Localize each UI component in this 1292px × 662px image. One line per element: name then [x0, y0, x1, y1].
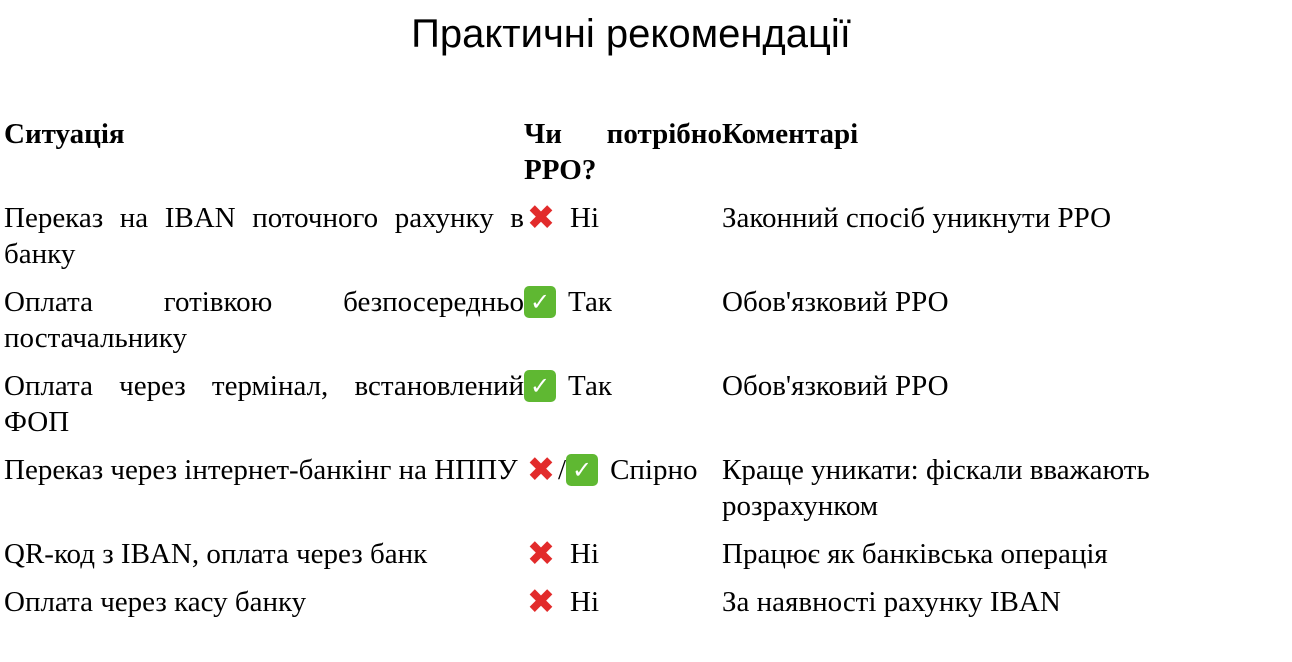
cross-mark-icon: ✖ [526, 198, 556, 238]
table-header-row [4, 116, 1242, 200]
needs-rro-value: Ні [570, 202, 599, 234]
check-mark-icon: ✓ [524, 286, 556, 318]
check-mark-icon: ✓ [524, 370, 556, 402]
situation-cell: Оплата через касу банку [4, 586, 307, 618]
header-comments: Коментарі [722, 118, 859, 150]
needs-rro-value: Спірно [610, 454, 698, 486]
table-row [4, 200, 1242, 284]
situation-cell: QR-код з IBAN, оплата через банк [4, 538, 428, 570]
cross-mark-icon: ✖ [526, 534, 556, 574]
table-body [4, 200, 1242, 632]
header-situation: Ситуація [4, 118, 125, 150]
situation-cell: Оплата через термінал, встановлений ФОП [4, 370, 524, 438]
comment-cell: Законний спосіб уникнути РРО [722, 202, 1112, 234]
needs-rro-value: Так [568, 370, 612, 402]
table-row [4, 536, 1242, 584]
needs-rro-cell [524, 368, 722, 452]
situation-cell: Оплата готівкою безпосередньо постачальнику [4, 286, 524, 354]
needs-rro-cell [524, 536, 722, 584]
table-row [4, 452, 1242, 536]
page-title: Практичні рекомендації [411, 12, 851, 56]
needs-rro-cell [524, 584, 722, 632]
table-row [4, 284, 1242, 368]
table-row [4, 368, 1242, 452]
needs-rro-value: Так [568, 286, 612, 318]
situation-cell: Переказ на IBAN поточного рахунку в банку [4, 202, 524, 270]
situation-cell: Переказ через інтернет-банкінг на НППУ [4, 454, 518, 486]
needs-rro-cell [524, 452, 722, 536]
needs-rro-cell [524, 284, 722, 368]
table-row [4, 584, 1242, 632]
comment-cell: Обов'язковий РРО [722, 286, 949, 318]
mark-separator: / [558, 454, 567, 486]
needs-rro-cell [524, 200, 722, 284]
comment-cell: Працює як банківська операція [722, 538, 1108, 570]
cross-mark-icon: ✖ [526, 450, 556, 490]
needs-rro-value: Ні [570, 538, 599, 570]
recommendations-table [4, 116, 1242, 632]
comment-cell: За наявності рахунку IBAN [722, 586, 1061, 618]
comment-cell: Краще уникати: фіскали вважають розрахунком [722, 454, 1150, 522]
header-needs-rro: Чи потрібно РРО? [524, 118, 722, 186]
needs-rro-value: Ні [570, 586, 599, 618]
comment-cell: Обов'язковий РРО [722, 370, 949, 402]
cross-mark-icon: ✖ [526, 582, 556, 622]
check-mark-icon: ✓ [566, 454, 598, 486]
